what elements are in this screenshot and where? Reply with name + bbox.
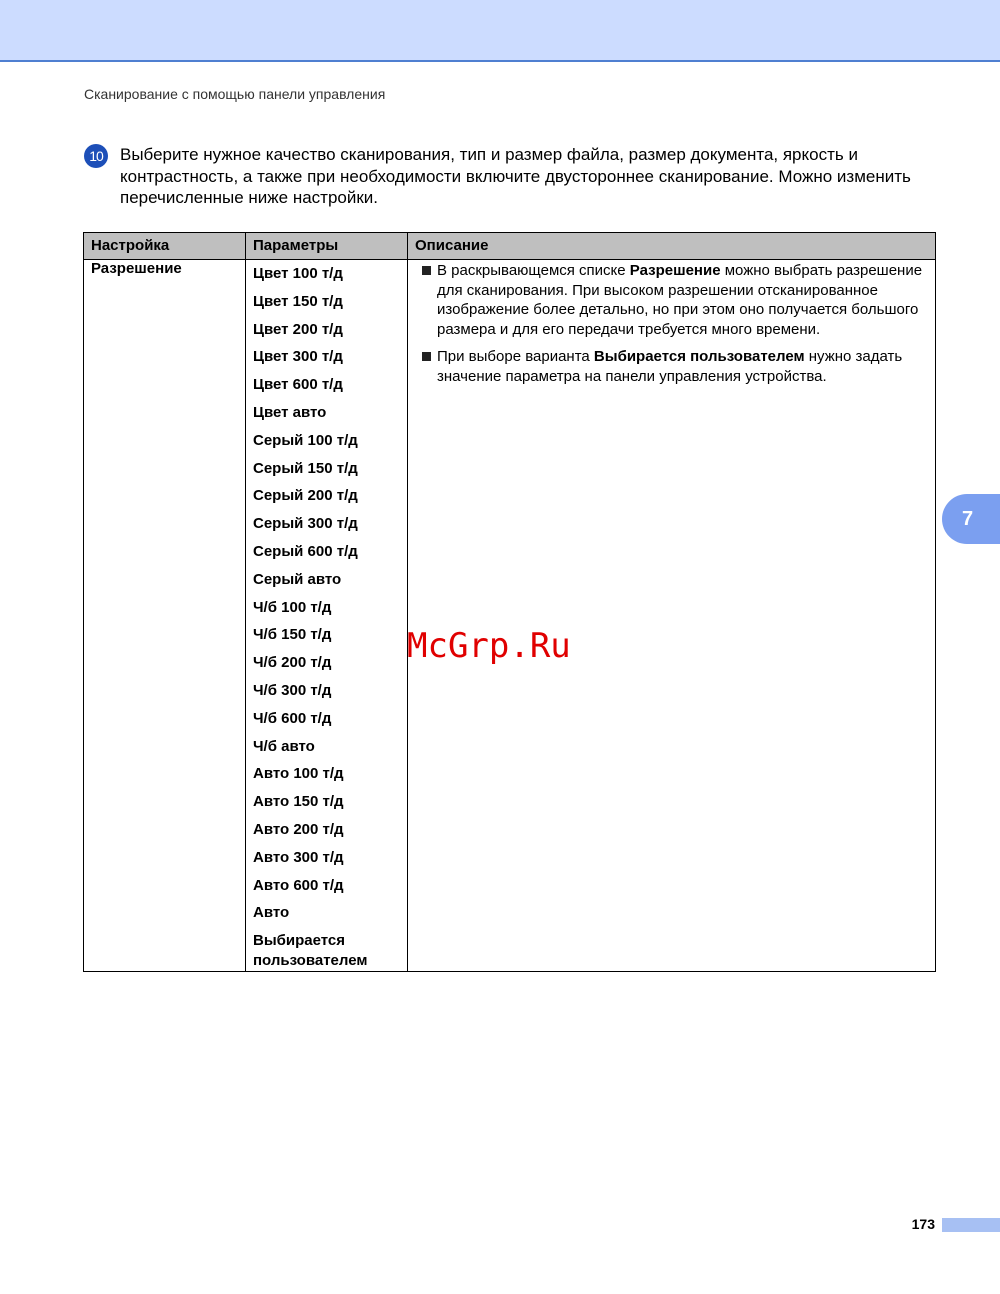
parameter-item: Серый 600 т/д [253, 542, 358, 560]
page-number-bar [942, 1218, 1000, 1232]
square-bullet-icon [422, 266, 431, 275]
parameter-item: Цвет 200 т/д [253, 320, 343, 338]
parameter-item: Ч/б 600 т/д [253, 709, 332, 727]
parameter-item: Цвет 600 т/д [253, 376, 343, 394]
top-header-band [0, 0, 1000, 62]
parameter-item: Авто 300 т/д [253, 848, 344, 866]
chapter-tab: 7 [942, 494, 1000, 544]
page-number: 173 [911, 1216, 935, 1232]
parameter-item: Ч/б 200 т/д [253, 654, 332, 672]
parameter-item: Цвет 100 т/д [253, 265, 343, 282]
step-number-icon: 10 [84, 144, 108, 168]
column-header-setting: Настройка [84, 233, 246, 260]
parameter-item: Ч/б авто [253, 737, 315, 755]
description-item: В раскрывающемся списке Разрешение можно выбрать разрешение для сканирования. При высоком разрешении отсканированное изображение более детально, но при этом оно получается большого размера и для его передачи требуется много времени. [415, 261, 928, 339]
description-cell [408, 260, 936, 972]
parameter-item: Авто 600 т/д [253, 876, 344, 894]
parameter-item: Серый авто [253, 570, 342, 588]
step-text: Выберите нужное качество сканирования, тип и размер файла, размер документа, яркость и контрастность, а также при необходимости включите двустороннее сканирование. Можно изменить перечисленные ниже настройки. [120, 145, 911, 207]
parameter-item: Авто 200 т/д [253, 820, 344, 838]
parameter-item: Серый 200 т/д [253, 487, 358, 505]
settings-table [83, 232, 936, 972]
column-header-parameters: Параметры [246, 233, 408, 260]
parameter-item: Серый 150 т/д [253, 459, 358, 477]
parameter-item: Серый 300 т/д [253, 515, 358, 533]
parameter-item: Цвет авто [253, 403, 327, 421]
parameter-item: Ч/б 150 т/д [253, 626, 332, 644]
parameter-item: Серый 100 т/д [253, 431, 358, 449]
parameter-item: Цвет 150 т/д [253, 292, 343, 310]
parameters-cell [246, 260, 408, 972]
column-header-description: Описание [408, 233, 936, 260]
parameter-item: Цвет 300 т/д [253, 348, 343, 366]
step-10 [84, 144, 924, 209]
watermark: McGrp.Ru [407, 626, 571, 666]
parameter-item: Ч/б 100 т/д [253, 598, 332, 616]
table-row [84, 260, 936, 972]
parameter-item: Выбирается пользователем [253, 932, 368, 970]
parameter-item: Авто 100 т/д [253, 765, 344, 783]
square-bullet-icon [422, 352, 431, 361]
setting-name-cell: Разрешение [84, 260, 246, 972]
parameter-item: Ч/б 300 т/д [253, 681, 332, 699]
parameter-item: Авто [253, 904, 290, 922]
parameter-item: Авто 150 т/д [253, 793, 344, 811]
running-header: Сканирование с помощью панели управления [84, 86, 386, 102]
description-item: При выборе варианта Выбирается пользователем нужно задать значение параметра на панели управления устройства. [415, 347, 928, 386]
table-header-row [84, 233, 936, 260]
